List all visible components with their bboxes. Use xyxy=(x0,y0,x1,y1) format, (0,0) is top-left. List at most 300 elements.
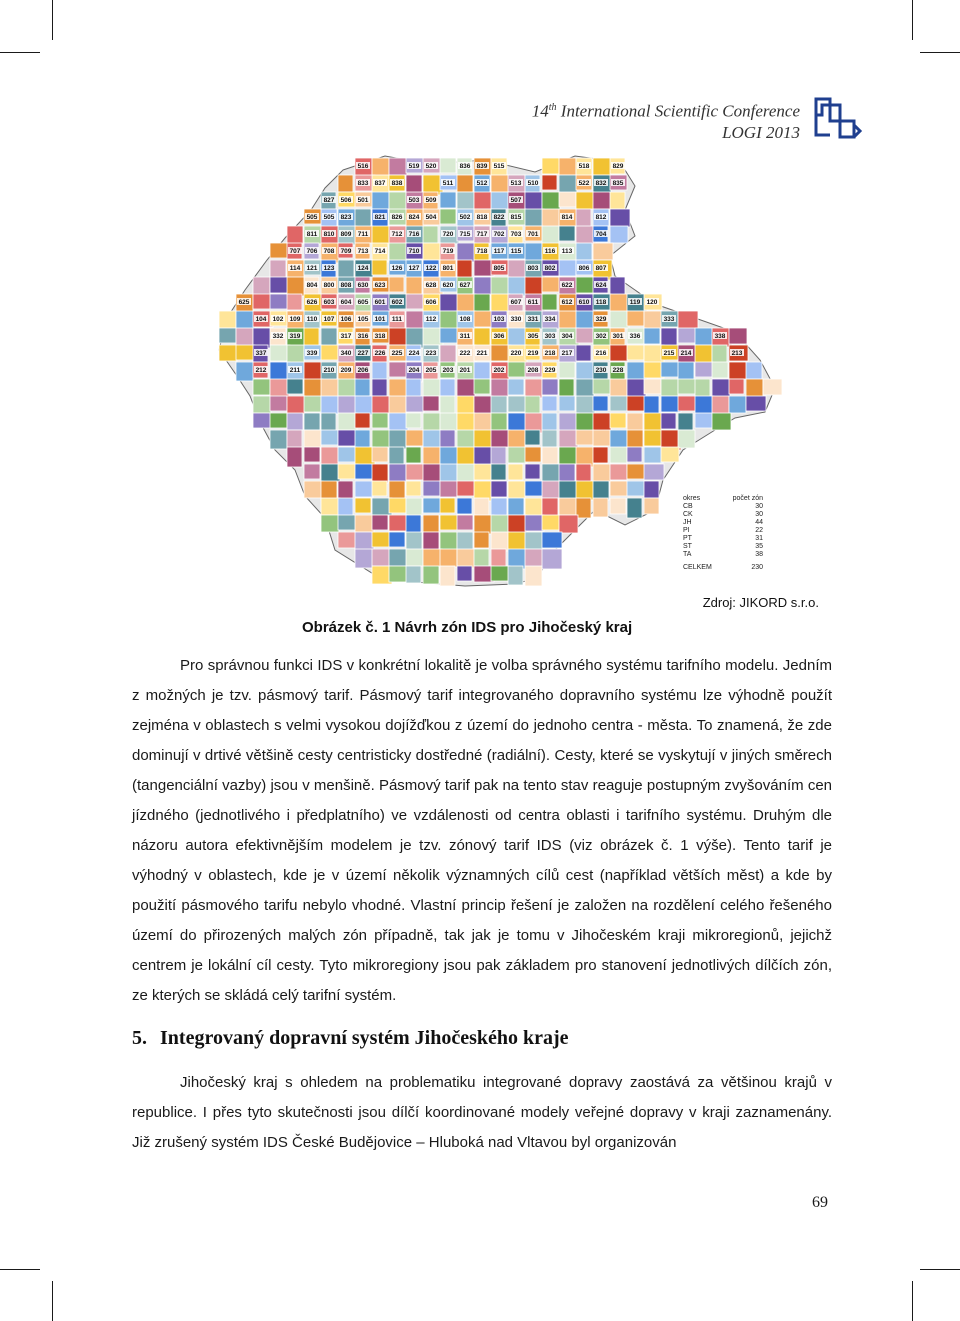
zone-cell xyxy=(304,379,323,397)
zone-number-label: 110 xyxy=(306,316,318,323)
zone-number-label: 628 xyxy=(425,282,437,289)
legend-total-value: 230 xyxy=(751,564,763,571)
zone-cell xyxy=(270,243,288,258)
zone-cell xyxy=(644,498,659,514)
zone-cell xyxy=(712,362,728,378)
zone-number-label: 719 xyxy=(442,248,454,255)
zone-cell xyxy=(559,464,575,483)
legend-row xyxy=(683,551,763,559)
zone-number-label: 509 xyxy=(425,197,437,204)
legend-col1-header: okres xyxy=(683,495,701,502)
zone-number-label: 620 xyxy=(442,282,454,289)
zone-cell xyxy=(270,260,286,279)
zone-number-label: 513 xyxy=(510,180,522,187)
zone-cell xyxy=(423,515,439,532)
zone-cell xyxy=(474,379,490,394)
zone-number-label: 707 xyxy=(289,248,301,255)
zone-cell xyxy=(746,362,762,379)
zone-cell xyxy=(304,481,323,498)
section-number: 5. xyxy=(132,1027,147,1049)
zone-cell xyxy=(610,209,630,227)
zone-cell xyxy=(491,379,508,397)
zone-cell xyxy=(491,464,506,480)
zone-cell xyxy=(321,498,340,515)
zone-cell xyxy=(355,532,374,551)
zone-number-label: 838 xyxy=(391,180,403,187)
zone-cell xyxy=(627,447,642,462)
legend-zone-count: 22 xyxy=(755,527,763,534)
zone-cell xyxy=(287,345,304,363)
zone-number-label: 839 xyxy=(476,163,488,170)
zone-cell xyxy=(457,175,473,192)
legend-row xyxy=(683,503,763,511)
zone-cell xyxy=(321,464,340,482)
crop-mark xyxy=(912,0,913,40)
zone-cell xyxy=(712,413,731,430)
zone-cell xyxy=(491,566,510,581)
zone-number-label: 709 xyxy=(340,248,352,255)
zone-cell xyxy=(423,481,440,496)
zone-cell xyxy=(406,277,422,295)
legend-row xyxy=(683,511,763,519)
zone-cell xyxy=(576,328,593,343)
zone-cell xyxy=(525,464,540,479)
zone-cell xyxy=(593,243,613,260)
zone-number-label: 223 xyxy=(425,350,437,357)
zone-number-label: 511 xyxy=(442,180,454,187)
zone-number-label: 124 xyxy=(357,265,369,272)
conference-ordinal: 14 xyxy=(531,101,549,121)
zone-cell xyxy=(491,430,510,447)
zone-cell xyxy=(338,532,357,548)
zone-number-label: 118 xyxy=(595,299,607,306)
zone-number-label: 316 xyxy=(357,333,369,340)
zone-cell xyxy=(372,549,391,566)
zone-number-label: 833 xyxy=(357,180,369,187)
zone-number-label: 501 xyxy=(357,197,369,204)
zone-cell xyxy=(559,481,578,500)
zone-number-label: 103 xyxy=(493,316,505,323)
zone-number-label: 708 xyxy=(323,248,335,255)
zone-cell xyxy=(287,413,303,430)
zone-number-label: 106 xyxy=(340,316,352,323)
zone-number-label: 205 xyxy=(425,367,437,374)
zone-number-label: 808 xyxy=(340,282,352,289)
conference-title: International Scientific Conference xyxy=(560,101,800,121)
zone-cell xyxy=(440,549,457,567)
zone-number-label: 519 xyxy=(408,163,420,170)
zone-number-label: 812 xyxy=(595,214,607,221)
zone-cell xyxy=(508,447,527,463)
zone-cell xyxy=(559,447,578,464)
zone-number-label: 824 xyxy=(408,214,420,221)
zone-number-label: 117 xyxy=(493,248,505,255)
body-text-2 xyxy=(132,1068,832,1158)
zone-cell xyxy=(610,498,626,514)
zone-number-label: 206 xyxy=(357,367,369,374)
zone-cell xyxy=(491,481,507,497)
zone-cell xyxy=(389,549,408,566)
zone-number-label: 611 xyxy=(527,299,539,306)
zone-number-label: 213 xyxy=(731,350,743,357)
zone-cell xyxy=(304,447,320,462)
zone-cell xyxy=(304,430,321,449)
zone-cell xyxy=(440,192,456,208)
zone-number-label: 601 xyxy=(374,299,386,306)
zone-number-label: 219 xyxy=(527,350,539,357)
zone-cell xyxy=(525,192,542,211)
zone-cell xyxy=(661,328,677,347)
zone-cell xyxy=(406,447,421,463)
zone-cell xyxy=(695,362,713,377)
zone-number-label: 809 xyxy=(340,231,352,238)
zone-cell xyxy=(389,566,407,582)
zone-cell xyxy=(321,481,337,500)
zone-cell xyxy=(525,447,541,462)
zone-number-label: 107 xyxy=(323,316,335,323)
zone-cell xyxy=(525,379,542,398)
zone-number-label: 716 xyxy=(408,231,420,238)
zone-number-label: 802 xyxy=(544,265,556,272)
zone-cell xyxy=(253,277,270,296)
zone-number-label: 720 xyxy=(442,231,454,238)
zone-number-label: 603 xyxy=(323,299,335,306)
zone-cell xyxy=(355,396,373,415)
zone-cell xyxy=(440,481,457,497)
zone-cell xyxy=(372,532,390,547)
zone-number-label: 228 xyxy=(612,367,624,374)
zone-number-label: 829 xyxy=(612,163,624,170)
zone-number-label: 506 xyxy=(340,197,352,204)
zone-cell xyxy=(406,464,424,480)
zone-cell xyxy=(287,294,302,310)
zone-cell xyxy=(474,532,489,548)
zone-number-label: 715 xyxy=(459,231,471,238)
zone-cell xyxy=(729,328,747,344)
zone-number-label: 502 xyxy=(459,214,471,221)
zone-cell xyxy=(644,447,663,463)
zone-cell xyxy=(610,481,629,496)
zone-cell xyxy=(287,379,303,394)
figure-caption: Obrázek č. 1 Návrh zón IDS pro Jihočeský kraj xyxy=(302,619,633,636)
zone-cell xyxy=(593,379,612,394)
paragraph: Pro správnou funkci IDS v konkrétní lokalitě je volba správného systému tarifního modelu. Jedním z možných je tzv. pásmový tarif. Pásmový tarif integrovaného dopravního systému lze výhodně použít zejména v oblastech s velmi vysokou dojížďkou z území do jednoho centra - města. To znamená, že zde dominují v drtivé většině cesty centristicky dostředné (radiální). Cesty, které se vyskytují v jiných směrech (tangenciální vazby) jsou v menšině. Pásmový tarif pak na tento stav reaguje postupným zvyšováním cen jízdného (jednotlivého i předplatního) ve vzdálenosti od centra oblasti i tarifního systému. Druhým dle názoru autora efektivnějším modelem je tzv. zónový tarif IDS (viz obrázek č. 1 výše). Tento tarif je výhodný v oblastech, kde je v území několik významných cílů cest (například větších měst) a kde by použití pásmového tarifu nebylo vhodné. Vlastní princip řešení je založen na rozdělení celého řešeného území do přirozených malých zón případně, tak jak je tomu v Jihočeském kraji mikroregionů, jejichž centrem je lokální cíl cesty. Tyto mikroregiony jsou pak základem pro stanovení jednotlivých dílčích zón, ze kterých se skládá celý tarifní systém. xyxy=(132,657,832,1004)
zone-number-label: 229 xyxy=(544,367,556,374)
zone-cell xyxy=(457,515,473,530)
zone-cell xyxy=(321,396,338,414)
zone-cell xyxy=(440,396,455,414)
zone-number-label: 336 xyxy=(629,333,641,340)
zone-number-label: 306 xyxy=(493,333,505,340)
zone-number-label: 701 xyxy=(527,231,539,238)
zone-cell xyxy=(287,226,303,244)
zone-cell xyxy=(576,481,595,500)
zone-cell xyxy=(355,209,371,227)
zone-cell xyxy=(321,447,338,466)
zone-cell xyxy=(610,311,629,328)
zone-number-label: 226 xyxy=(374,350,386,357)
zone-cell xyxy=(610,345,628,361)
zone-number-label: 714 xyxy=(374,248,386,255)
zone-cell xyxy=(321,413,336,431)
zone-cell xyxy=(695,413,714,428)
zone-number-label: 115 xyxy=(510,248,522,255)
zone-number-label: 203 xyxy=(442,367,454,374)
zone-cell xyxy=(253,396,271,413)
zone-cell xyxy=(576,413,594,432)
zone-cell xyxy=(219,345,237,361)
legend-row xyxy=(683,535,763,543)
zone-cell xyxy=(355,379,370,396)
zone-number-label: 317 xyxy=(340,333,352,340)
zone-cell xyxy=(457,413,475,432)
zone-cell xyxy=(610,226,628,243)
zone-cell xyxy=(491,413,507,430)
zone-number-label: 821 xyxy=(374,214,386,221)
zone-cell xyxy=(491,396,507,413)
zone-number-label: 216 xyxy=(595,350,607,357)
zone-cell xyxy=(644,396,659,414)
zone-number-label: 606 xyxy=(425,299,437,306)
zone-cell xyxy=(457,294,476,313)
zone-cell xyxy=(542,464,561,482)
zone-cell xyxy=(457,192,474,209)
zone-cell xyxy=(389,158,407,175)
zone-cell xyxy=(576,277,595,293)
zone-number-label: 212 xyxy=(255,367,267,374)
zone-number-label: 220 xyxy=(510,350,522,357)
zone-number-label: 334 xyxy=(544,316,556,323)
paragraph: Jihočeský kraj s ohledem na problematiku integrované dopravy zaostává za většinou krajů v republice. I přes tyto skutečnosti jsou dílčí koordinované modely veřejné dopravy v kraji zaznamenány. Již zrušený systém IDS České Budějovice – Hluboká nad Vltavou byl organizován xyxy=(132,1074,832,1151)
zone-cell xyxy=(576,430,594,445)
zone-number-label: 612 xyxy=(561,299,573,306)
zone-cell xyxy=(372,413,388,428)
zone-cell xyxy=(253,294,272,309)
zone-cell xyxy=(457,243,476,262)
zone-cell xyxy=(372,464,388,483)
zone-number-label: 204 xyxy=(408,367,420,374)
zone-number-label: 711 xyxy=(357,231,369,238)
zone-number-label: 713 xyxy=(357,248,369,255)
zone-cell xyxy=(508,328,527,347)
zone-cell xyxy=(457,498,472,514)
zone-cell xyxy=(644,379,661,394)
zone-number-label: 116 xyxy=(544,248,556,255)
crop-mark xyxy=(52,1281,53,1321)
crop-mark xyxy=(52,0,53,40)
zone-number-label: 303 xyxy=(544,333,556,340)
zone-cell xyxy=(661,447,679,462)
zone-number-label: 717 xyxy=(476,231,488,238)
zone-cell xyxy=(593,481,609,500)
zone-number-label: 337 xyxy=(255,350,267,357)
zone-number-label: 624 xyxy=(595,282,607,289)
zone-cell xyxy=(372,260,387,275)
zone-number-label: 823 xyxy=(340,214,352,221)
zone-cell xyxy=(457,430,474,449)
zone-cell xyxy=(338,447,357,462)
zone-cell xyxy=(236,345,255,360)
zone-number-label: 605 xyxy=(357,299,369,306)
zone-number-label: 340 xyxy=(340,350,352,357)
zone-cell xyxy=(610,413,626,428)
zone-number-label: 211 xyxy=(289,367,301,374)
zone-cell xyxy=(508,379,524,395)
zone-cell xyxy=(440,379,455,396)
zone-cell xyxy=(746,396,766,411)
zone-cell xyxy=(508,413,527,431)
legend-okres: PI xyxy=(683,527,690,534)
zone-cell xyxy=(525,209,544,226)
zone-number-label: 510 xyxy=(527,180,539,187)
zone-cell xyxy=(406,549,423,566)
zone-cell xyxy=(525,481,543,496)
zone-number-label: 718 xyxy=(476,248,488,255)
zone-cell xyxy=(355,430,370,448)
zone-cell xyxy=(440,311,459,330)
zone-cell xyxy=(474,430,492,447)
crop-mark xyxy=(920,52,960,53)
zone-cell xyxy=(372,430,390,448)
zone-number-label: 304 xyxy=(561,333,573,340)
figure-source: Zdroj: JIKORD s.r.o. xyxy=(702,595,819,610)
zone-cell xyxy=(593,447,608,463)
zone-cell xyxy=(542,175,557,190)
zone-number-label: 105 xyxy=(357,316,369,323)
zone-number-label: 202 xyxy=(493,367,505,374)
zone-cell xyxy=(406,566,421,583)
zone-cell xyxy=(525,243,542,261)
zone-cell xyxy=(287,396,305,414)
zone-cell xyxy=(610,294,629,312)
zone-number-label: 215 xyxy=(663,350,675,357)
zone-cell xyxy=(423,566,439,584)
zone-cell xyxy=(474,192,492,209)
zone-cell xyxy=(440,294,458,311)
zone-number-label: 108 xyxy=(459,316,471,323)
zone-cell xyxy=(627,464,646,479)
zone-number-label: 814 xyxy=(561,214,573,221)
zone-cell xyxy=(729,396,746,413)
zone-cell xyxy=(542,413,557,432)
zone-number-label: 109 xyxy=(289,316,301,323)
zone-cell xyxy=(525,396,540,414)
zone-cell xyxy=(525,498,542,516)
zone-cell xyxy=(525,532,543,549)
crop-mark xyxy=(0,1269,40,1270)
legend-okres: JH xyxy=(683,519,692,526)
zone-cell xyxy=(559,515,578,533)
zone-cell xyxy=(389,277,404,292)
zone-cell xyxy=(559,362,575,378)
zone-number-label: 302 xyxy=(595,333,607,340)
zone-cell xyxy=(474,549,489,566)
zone-number-label: 623 xyxy=(374,282,386,289)
zone-cell xyxy=(270,379,289,398)
zone-cell xyxy=(270,430,287,449)
zone-number-label: 626 xyxy=(306,299,318,306)
zone-cell xyxy=(593,396,608,411)
zone-cell xyxy=(729,379,744,394)
zone-number-label: 119 xyxy=(629,299,641,306)
zone-cell xyxy=(525,515,544,531)
zone-number-label: 127 xyxy=(408,265,420,272)
zone-number-label: 627 xyxy=(459,282,471,289)
zone-number-label: 217 xyxy=(561,350,573,357)
zone-cell xyxy=(542,532,562,548)
zone-cell xyxy=(389,362,407,377)
running-header xyxy=(470,97,800,143)
zone-cell xyxy=(678,413,693,430)
zone-number-label: 512 xyxy=(476,180,488,187)
zone-number-label: 301 xyxy=(612,333,624,340)
zone-cell xyxy=(321,430,338,445)
zone-cell xyxy=(593,464,611,482)
zone-cell xyxy=(406,515,421,533)
zone-cell xyxy=(678,379,696,394)
zone-cell xyxy=(219,328,236,343)
zone-cell xyxy=(559,379,574,396)
legend-okres: PT xyxy=(683,535,692,542)
zone-number-label: 209 xyxy=(340,367,352,374)
legend-total-label: CELKEM xyxy=(683,564,712,571)
zone-cell xyxy=(542,379,558,395)
zone-number-label: 818 xyxy=(476,214,488,221)
zone-number-label: 210 xyxy=(323,367,335,374)
zone-cell xyxy=(287,430,302,449)
zone-number-label: 811 xyxy=(306,231,318,238)
zone-cell xyxy=(440,413,457,431)
zone-cell xyxy=(406,311,423,330)
zone-cell xyxy=(406,413,421,428)
zone-cell xyxy=(304,464,320,479)
legend-total xyxy=(683,564,763,572)
zone-number-label: 230 xyxy=(595,367,607,374)
zone-cell xyxy=(338,175,353,192)
zone-number-label: 518 xyxy=(578,163,590,170)
zone-cell xyxy=(304,328,319,346)
zone-number-label: 505 xyxy=(306,214,318,221)
zone-cell xyxy=(542,549,562,569)
zone-cell xyxy=(372,396,390,413)
zone-cell xyxy=(508,464,523,480)
zone-number-label: 507 xyxy=(510,197,522,204)
zone-cell xyxy=(542,498,558,517)
page-number: 69 xyxy=(812,1194,828,1211)
zone-cell xyxy=(338,498,353,516)
zone-cell xyxy=(593,158,611,175)
zone-cell xyxy=(610,192,625,209)
zone-cell xyxy=(270,294,289,309)
zone-cell xyxy=(678,430,695,448)
zone-number-label: 703 xyxy=(510,231,522,238)
zone-cell xyxy=(338,413,357,430)
zone-cell xyxy=(576,311,595,329)
zone-cell xyxy=(508,396,526,412)
zone-number-label: 318 xyxy=(374,333,386,340)
zone-cell xyxy=(712,345,727,364)
zone-cell xyxy=(355,481,373,497)
zone-number-label: 503 xyxy=(408,197,420,204)
zone-number-label: 329 xyxy=(595,316,607,323)
zone-number-label: 227 xyxy=(357,350,369,357)
legend-zone-count: 35 xyxy=(755,543,763,550)
zone-number-label: 319 xyxy=(289,333,301,340)
zone-cell xyxy=(304,413,320,430)
conference-ordinal-suffix: th xyxy=(548,102,557,113)
zone-cell xyxy=(406,294,423,309)
zone-number-label: 837 xyxy=(374,180,386,187)
